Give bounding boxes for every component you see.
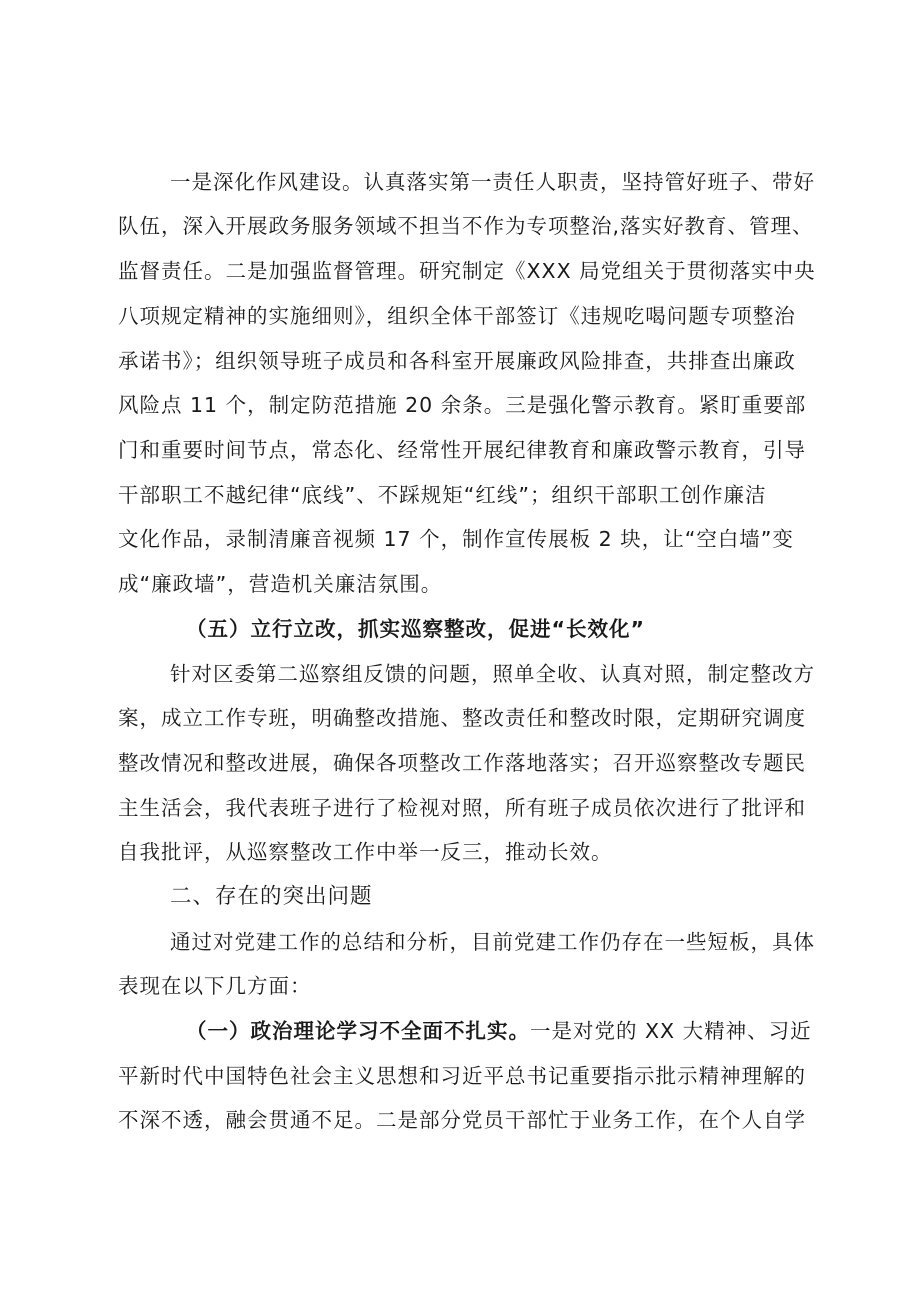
paragraph-line: 成“廉政墙”，营造机关廉洁氛围。: [118, 572, 443, 596]
paragraph-line: 平新时代中国特色社会主义思想和习近平总书记重要指示批示精神理解的: [118, 1064, 806, 1088]
paragraph-line: 自我批评，从巡察整改工作中举一反三，推动长效。: [118, 840, 613, 864]
issue-text: 一是对党的 XX 大精神、习近: [530, 1019, 812, 1043]
paragraph-line: 表现在以下几方面：: [118, 974, 312, 998]
paragraph-line: [186, 1017, 886, 1045]
paragraph-line: 文化作品，录制清廉音视频 17 个，制作宣传展板 2 块，让“空白墙”变: [118, 527, 794, 551]
paragraph-line: 队伍，深入开展政务服务领域不担当不作为专项整治,落实好教育、管理、: [118, 214, 814, 238]
section-subheading: （五）立行立改，抓实巡察整改，促进“长效化”: [186, 617, 645, 641]
issue-title: （一）政治理论学习不全面不扎实。: [186, 1019, 530, 1043]
paragraph-line: 风险点 11 个，制定防范措施 20 余条。三是强化警示教育。紧盯重要部: [118, 393, 807, 417]
paragraph-line: 八项规定精神的实施细则》，组织全体干部签订《违规吃喝问题专项整治: [118, 304, 796, 328]
paragraph-line: 一是深化作风建设。认真落实第一责任人职责，坚持管好班子、带好: [170, 170, 815, 194]
section-heading: 二、存在的突出问题: [170, 884, 373, 909]
paragraph-line: 案，成立工作专班，明确整改措施、整改责任和整改时限，定期研究调度: [118, 706, 806, 730]
paragraph-line: 针对区委第二巡察组反馈的问题，照单全收、认真对照，制定整改方: [170, 662, 815, 686]
paragraph-line: 整改情况和整改进展，确保各项整改工作落地落实；召开巡察整改专题民: [118, 751, 806, 775]
paragraph-line: 主生活会，我代表班子进行了检视对照，所有班子成员依次进行了批评和: [118, 796, 806, 820]
paragraph-line: 门和重要时间节点，常态化、经常性开展纪律教育和廉政警示教育，引导: [118, 438, 806, 462]
paragraph-line: 承诺书》；组织领导班子成员和各科室开展廉政风险排查，共排查出廉政: [118, 349, 796, 373]
paragraph-line: 监督责任。二是加强监督管理。研究制定《XXX 局党组关于贯彻落实中央: [118, 259, 816, 283]
paragraph-line: 不深不透，融会贯通不足。二是部分党员干部忙于业务工作，在个人自学: [118, 1108, 806, 1132]
paragraph-line: 干部职工不越纪律“底线”、不踩规矩“红线”；组织干部职工创作廉洁: [118, 483, 767, 507]
paragraph-line: 通过对党建工作的总结和分析，目前党建工作仍存在一些短板，具体: [170, 930, 815, 954]
